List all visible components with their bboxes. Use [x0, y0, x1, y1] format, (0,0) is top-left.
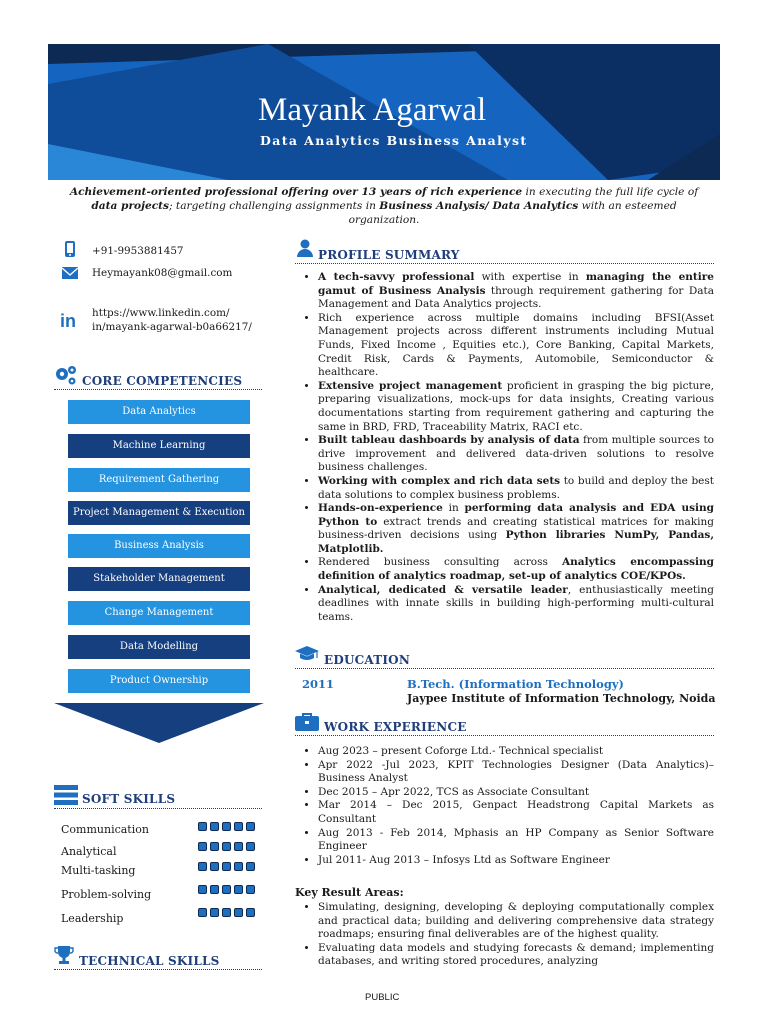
list-item: • Mar 2014 – Dec 2015, Genpact Headstrong Capital Markets as Consultant — [318, 799, 714, 826]
list-item: • Built tableau dashboards by analysis of data from multiple sources to drive improvement and delivered data-driven solutions to resolve business challenges. — [318, 434, 714, 475]
work-experience-title: WORK EXPERIENCE — [324, 720, 467, 734]
skill-rating — [198, 822, 255, 831]
education-title: EDUCATION — [324, 653, 410, 667]
competency-item: Data Modelling — [68, 635, 250, 659]
soft-skill-item: Communication — [61, 823, 149, 836]
skill-rating — [198, 842, 255, 851]
competency-item: Requirement Gathering — [68, 468, 250, 492]
soft-skill-item: Leadership — [61, 912, 124, 925]
competencies-funnel — [54, 398, 264, 743]
skill-rating — [198, 885, 255, 894]
list-item: • Extensive project management proficient in grasping the big picture, preparing visualizations, mock-ups for data insights, Creating various documentations starting from requirement gathering and capturing the same in BRD, FRD, Traceability Matrix, RACI etc. — [318, 380, 714, 434]
list-item: • Working with complex and rich data sets to build and deploy the best data solutions to complex business problems. — [318, 475, 714, 502]
competency-item: Change Management — [68, 601, 250, 625]
briefcase-icon — [295, 712, 319, 732]
candidate-name: Mayank Agarwal — [258, 92, 487, 128]
soft-skill-item: Analytical — [61, 845, 117, 858]
profile-summary-list — [295, 271, 714, 624]
competency-item: Machine Learning — [68, 434, 250, 458]
list-item: • Dec 2015 – Apr 2022, TCS as Associate Consultant — [318, 786, 714, 800]
list-item: • A tech-savvy professional with expertise in managing the entire gamut of Business Analysis through requirement gathering for Data Management and Data Analytics projects. — [318, 271, 714, 312]
soft-skill-item: Multi-tasking — [61, 864, 136, 877]
list-item: • Simulating, designing, developing & deploying computationally complex and practical data; building and delivering comprehensive data strategy roadmaps; ensuring final deliverables are of the highest quality. — [318, 901, 714, 942]
gears-icon — [54, 364, 78, 386]
education-institute: Jaypee Institute of Information Technology, Noida — [407, 692, 716, 705]
soft-skills-title: SOFT SKILLS — [82, 792, 176, 806]
linkedin-icon: in — [60, 311, 76, 331]
education-year: 2011 — [302, 677, 335, 691]
phone-icon — [62, 241, 78, 257]
competency-item: Business Analysis — [68, 534, 250, 558]
graduation-cap-icon — [295, 645, 319, 663]
skill-rating — [198, 908, 255, 917]
soft-skill-item: Problem-solving — [61, 888, 152, 901]
list-icon — [54, 785, 78, 805]
work-experience-list — [295, 745, 714, 867]
education-degree: B.Tech. (Information Technology) — [407, 677, 624, 691]
classification-footer: PUBLIC — [365, 992, 400, 1003]
candidate-role: Data Analytics Business Analyst — [260, 133, 528, 148]
funnel-arrow — [54, 703, 264, 743]
email-address[interactable]: Heymayank08@gmail.com — [92, 267, 233, 279]
list-item: • Apr 2022 -Jul 2023, KPIT Technologies Designer (Data Analytics)– Business Analyst — [318, 759, 714, 786]
technical-skills-title: TECHNICAL SKILLS — [79, 954, 220, 968]
key-result-areas-title: Key Result Areas: — [295, 886, 404, 899]
competency-item: Stakeholder Management — [68, 567, 250, 591]
phone-number[interactable]: +91-9953881457 — [92, 245, 184, 257]
list-item: • Jul 2011- Aug 2013 – Infosys Ltd as Software Engineer — [318, 854, 714, 868]
competency-item: Project Management & Execution — [68, 501, 250, 525]
list-item: • Analytical, dedicated & versatile leader, enthusiastically meeting deadlines with innate skills in building high-performing multi-cultural teams. — [318, 584, 714, 625]
core-competencies-title: CORE COMPETENCIES — [82, 374, 243, 388]
trophy-icon — [54, 945, 74, 965]
list-item: • Aug 2023 – present Coforge Ltd.- Technical specialist — [318, 745, 714, 759]
list-item: • Rich experience across multiple domains including BFSI(Asset Management projects across different instruments including Mutual Funds, Fixed Income , Equities etc.), Core Banking, Capital Markets, Credit Risk, Cards & Payments, Automobile, Semiconductor & healthcare. — [318, 312, 714, 380]
mail-icon — [62, 265, 78, 281]
list-item: • Rendered business consulting across Analytics encompassing definition of analytics roadmap, set-up of analytics COE/KPOs. — [318, 556, 714, 583]
intro-summary: Achievement-oriented professional offering over 13 years of rich experience in executing the full life cycle of data projects; targeting challenging assignments in Business Analysis/ Data Analytics with an esteemed organization. — [69, 186, 699, 226]
list-item: • Evaluating data models and studying forecasts & demand; implementing databases, and writing stored procedures, analyzing — [318, 942, 714, 969]
person-icon — [297, 239, 313, 257]
key-result-areas-list — [295, 901, 714, 975]
list-item: • Aug 2013 - Feb 2014, Mphasis an HP Company as Senior Software Engineer — [318, 827, 714, 854]
linkedin-url[interactable]: https://www.linkedin.com/ in/mayank-agarwal-b0a66217/ — [92, 307, 252, 333]
skill-rating — [198, 862, 255, 871]
profile-summary-title: PROFILE SUMMARY — [318, 248, 460, 262]
competency-item: Product Ownership — [68, 669, 250, 693]
list-item: • Hands-on-experience in performing data analysis and EDA using Python to extract trends and creating statistical matrices for making business-driven decisions using Python libraries NumPy, Pandas, Matplotlib. — [318, 502, 714, 556]
competency-item: Data Analytics — [68, 400, 250, 424]
